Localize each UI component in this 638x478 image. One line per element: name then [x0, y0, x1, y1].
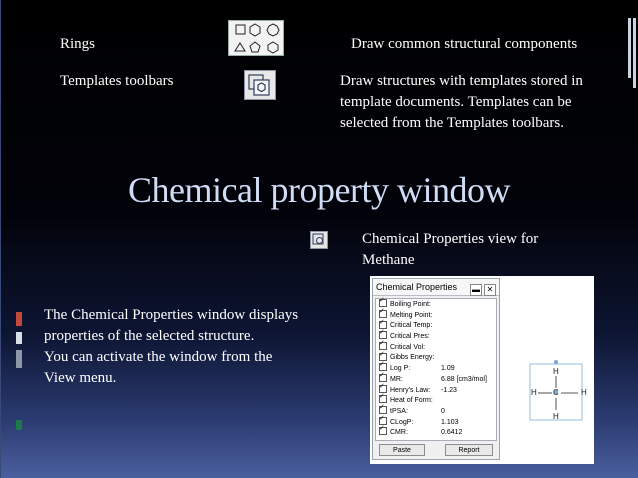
chemical-properties-icon[interactable] — [310, 231, 328, 249]
paragraph-line-4: View menu. — [44, 370, 117, 386]
property-value: 0.6412 — [441, 429, 463, 437]
paragraph-line-3: You can activate the window from the — [44, 349, 273, 365]
property-value: -1.23 — [441, 386, 457, 394]
paragraph-line-2: properties of the selected structure. — [44, 328, 255, 344]
property-value: 1.103 — [441, 418, 459, 426]
rings-toolbar[interactable] — [228, 20, 284, 56]
property-name: Henry's Law: — [390, 386, 431, 394]
rings-label: Rings — [60, 36, 96, 52]
atom-c-center: C — [553, 388, 559, 397]
property-row — [379, 428, 496, 439]
atom-h-right: H — [581, 388, 587, 397]
property-name: CMR: — [390, 429, 408, 437]
templates-description: Draw structures with templates stored in template documents. Templates can be selected from the Templates toolbars. — [340, 73, 583, 131]
property-row — [379, 343, 496, 354]
atom-h-top: H — [553, 367, 559, 376]
templates-toolbar-icon[interactable] — [244, 70, 276, 100]
templates-label: Templates toolbars — [60, 73, 174, 89]
property-name: MR: — [390, 375, 403, 383]
property-name: Log P: — [390, 365, 411, 373]
minimize-icon[interactable]: ▬ — [472, 285, 480, 294]
description-paragraph — [44, 305, 334, 389]
chemical-properties-screenshot — [370, 276, 594, 464]
left-accent-gray — [16, 350, 22, 368]
property-name: Gibbs Energy: — [390, 354, 435, 362]
property-row — [379, 300, 496, 311]
property-row — [379, 386, 496, 397]
report-button[interactable]: Report — [445, 444, 493, 456]
property-row — [379, 332, 496, 343]
property-row — [379, 321, 496, 332]
property-row — [379, 375, 496, 386]
atom-h-bottom: H — [553, 412, 559, 421]
left-accent-green — [16, 420, 22, 430]
rings-icons — [229, 21, 285, 57]
property-name: Critical Vol: — [390, 343, 426, 351]
paragraph-line-1: The Chemical Properties window displays — [44, 307, 299, 323]
property-name: tPSA: — [390, 407, 408, 415]
property-name: CLogP: — [390, 418, 414, 426]
property-row — [379, 311, 496, 322]
property-name: Heat of Form: — [390, 397, 433, 405]
properties-caption: Chemical Properties view for Methane — [362, 231, 539, 268]
window-title: Chemical Properties — [376, 282, 458, 292]
left-accent-red — [16, 312, 22, 326]
property-name: Boiling Point: — [390, 301, 431, 308]
close-icon[interactable]: ✕ — [484, 284, 496, 296]
property-name: Critical Pres: — [390, 333, 430, 341]
property-row — [379, 364, 496, 375]
template-icon — [245, 71, 275, 99]
rings-description: Draw common structural components — [351, 36, 578, 52]
right-accent-strip — [624, 18, 638, 92]
left-edge-line — [0, 0, 1, 478]
window-titlebar — [373, 279, 499, 296]
property-row — [379, 418, 496, 429]
property-value: 0 — [441, 407, 445, 415]
properties-list — [375, 298, 497, 441]
property-row — [379, 396, 496, 407]
methane-structure — [510, 346, 592, 436]
property-checkbox[interactable] — [379, 427, 387, 435]
property-name: Melting Point: — [390, 311, 433, 319]
left-accent-light — [16, 332, 22, 344]
property-row — [379, 407, 496, 418]
property-value: 1.09 — [441, 365, 455, 373]
property-value: 6.88 [cm3/mol] — [441, 375, 487, 383]
property-row — [379, 353, 496, 364]
window-footer — [377, 444, 495, 457]
atom-h-left: H — [531, 388, 537, 397]
chemical-properties-window — [372, 278, 500, 460]
paste-button[interactable]: Paste — [379, 444, 425, 456]
property-name: Critical Temp: — [390, 322, 433, 330]
page-title: Chemical property window — [128, 170, 510, 210]
